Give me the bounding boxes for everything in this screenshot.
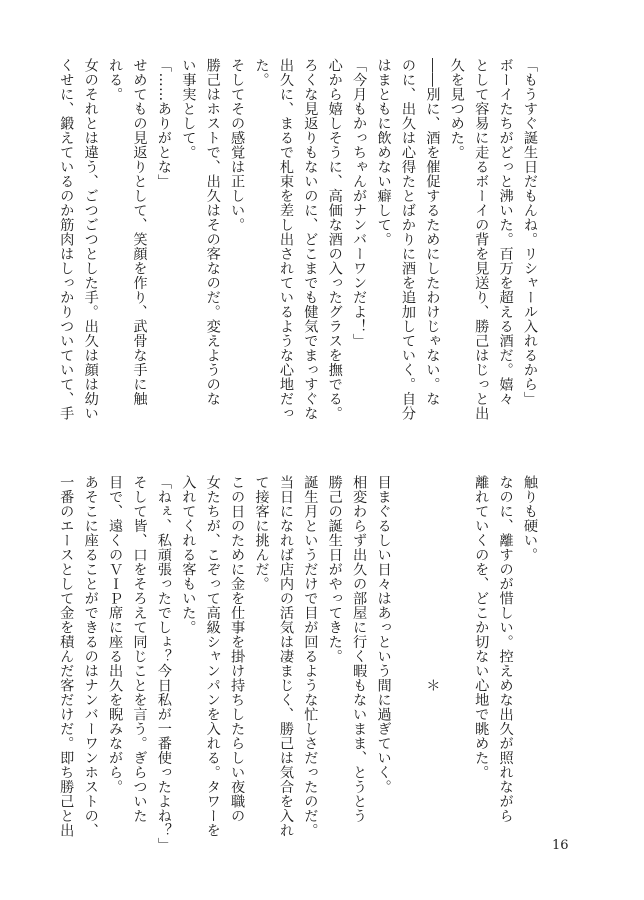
upper-text-block: 「もうすぐ誕生日だもんね。リシャール入れるから」 ボーイたちがどっと沸いた。百万を超える酒だ。嬉々 として容易に走るボーイの背を見送り、勝己はじっと出 久を見つめた。 ――別に、酒を催促するためにしたわけじゃない。な のに、出久は心得たとばかりに酒を追加していく。自分 はまともに飲めない癖して。 「今月もかっちゃんがナンバーワンだよ！」 心から嬉しそうに、高価な酒の入ったグラスを撫でる。 ろくな見返りもないのに、どこまでも健気でまっすぐな 出久に、まるで札束を差し出されているような心地だっ た。 そしてその感覚は正しい。 勝己はホストで、出久はその客なのだ。変えようのな い事実として。 「……ありがとな」 せめてもの見返りとして、笑顔を作り、武骨な手に触 れる。 女のそれとは違う、ごつごつとした手。出久は顔は幼い くせに、鍛えているのか筋肉はしっかりついていて、手 bbox=[58, 58, 538, 421]
page-number: 16 bbox=[552, 838, 569, 853]
lower-text-block: 触りも硬い。 なのに、離すのが惜しい。控えめな出久が照れながら 離れていくのを、どこか切ない心地で眺めた。 ＊ 目まぐるしい日々はあっという間に過ぎていく。 相変わらず出久の部屋に行く暇もないまま、とうとう 勝己の誕生日がやってきた。 誕生月というだけで目が回るような忙しさだったのだ。 当日になれば店内の活気は凄まじく、勝己は気合を入れ て接客に挑んだ。 この日のために金を仕事を掛け持ちしたらしい夜職の 女たちが、こぞって高級シャンパンを入れる。タワーを 入れてくれる客もいた。 「ねぇ、私頑張ったでしょ？今日私が一番使ったよね？」 そして皆、口をそろえて同じことを言う。ぎらついた 目で、遠くのＶＩＰ席に座る出久を睨みながら。 あそこに座ることができるのはナンバーワンホストの、 一番のエースとして金を積んだ客だけだ。即ち勝己と出 bbox=[58, 475, 538, 852]
